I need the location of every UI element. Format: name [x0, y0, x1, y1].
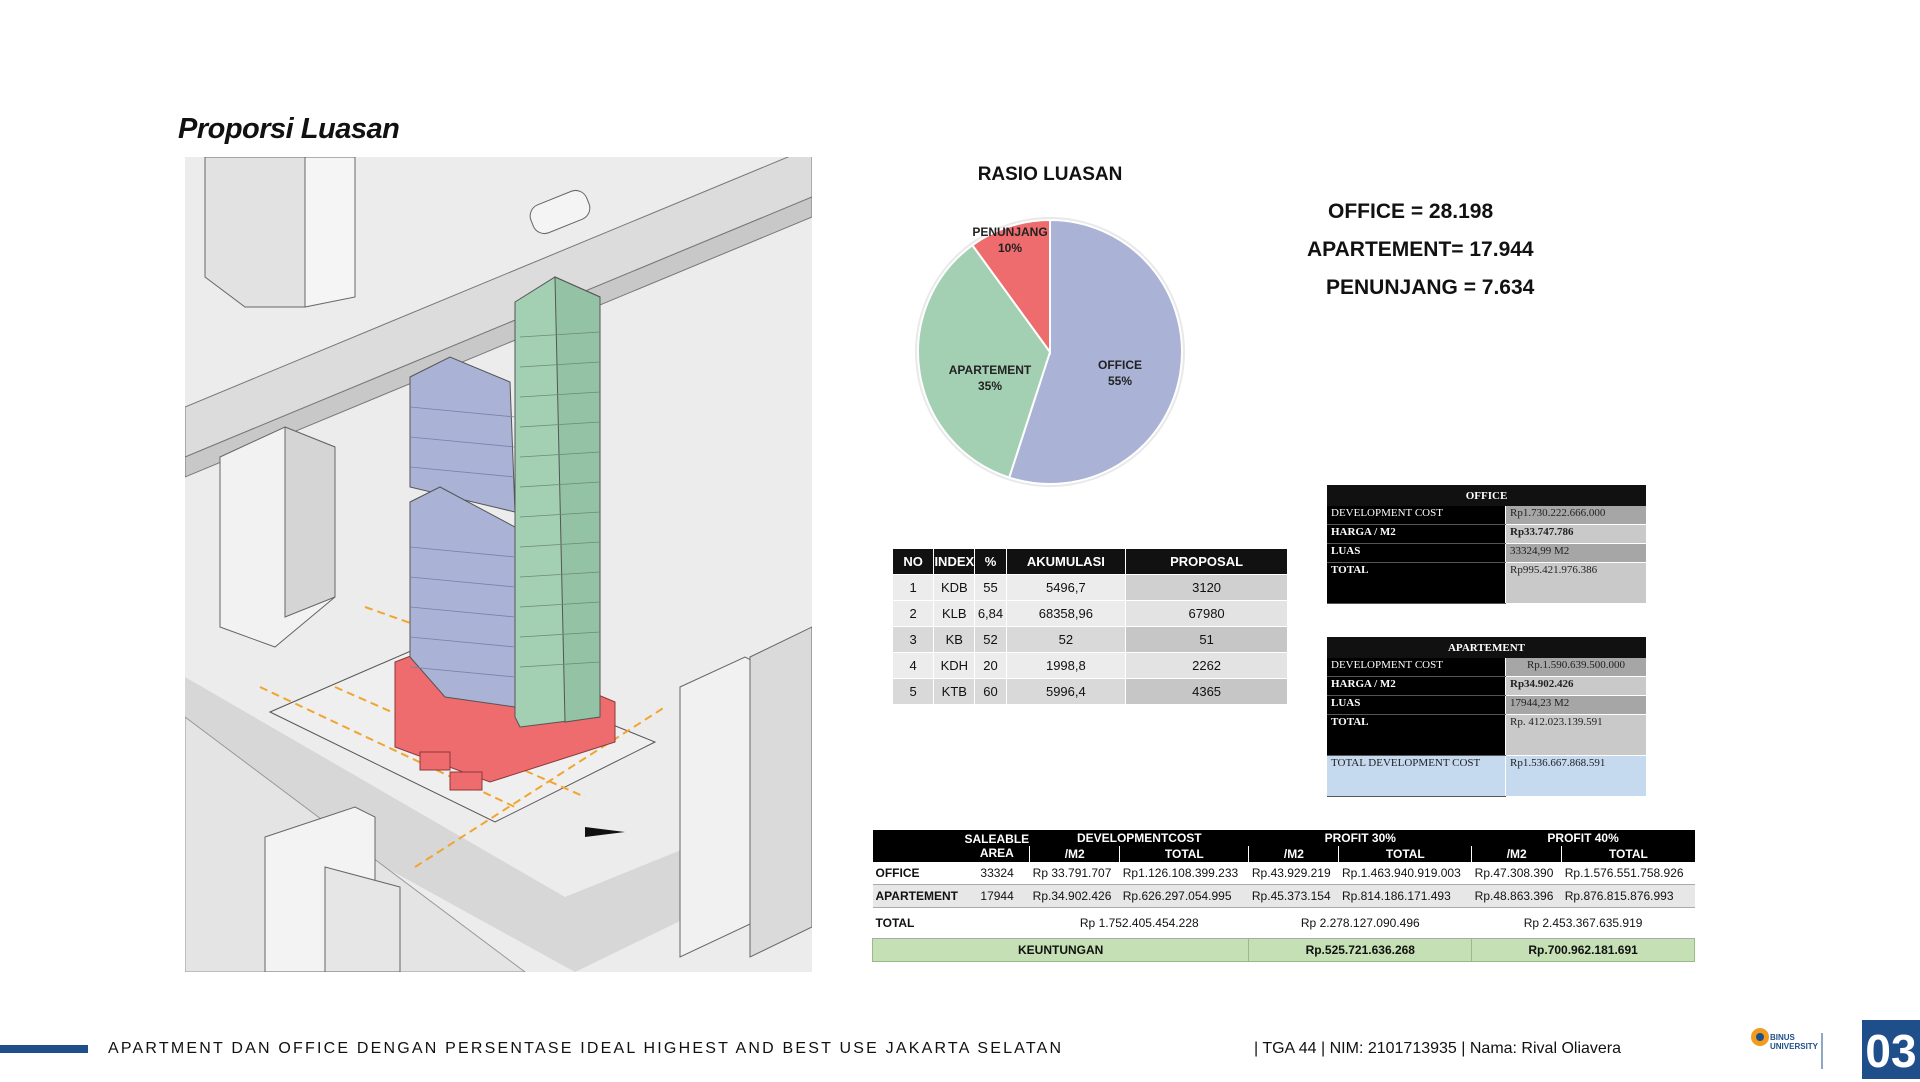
table-cell: 1998,8 — [1006, 653, 1126, 679]
table-cell: Rp.47.308.390 — [1472, 862, 1562, 885]
page-number: 03 — [1862, 1020, 1920, 1079]
ratio-penunjang: PENUNJANG = 7.634 — [1326, 276, 1535, 299]
pie-label-pct: 10% — [997, 241, 1023, 255]
table-key: HARGA / M2 — [1327, 677, 1506, 696]
page-title: Proporsi Luasan — [178, 113, 400, 145]
column-header: TOTAL — [1120, 846, 1249, 862]
table-cell: APARTEMENT — [873, 885, 965, 908]
table-cell: Rp.700.962.181.691 — [1472, 939, 1695, 962]
table-cell: KLB — [934, 601, 975, 627]
table-cell: Rp.43.929.219 — [1249, 862, 1339, 885]
table-value: Rp. 412.023.139.591 — [1506, 715, 1647, 756]
column-header: PROFIT 40% — [1472, 830, 1695, 846]
table-value: Rp.1.590.639.500.000 — [1506, 658, 1647, 677]
table-cell: 52 — [975, 627, 1006, 653]
table-row — [1327, 563, 1646, 604]
pie-label-office — [1065, 357, 1175, 389]
table-row — [893, 627, 1288, 653]
table-cell: KEUNTUNGAN — [873, 939, 1249, 962]
pie-label-pct: 35% — [977, 379, 1003, 393]
index-table — [893, 549, 1288, 704]
pie-label-apartement — [935, 362, 1045, 394]
table-key: TOTAL — [1327, 715, 1506, 756]
table-cell: Rp 2.453.367.635.919 — [1472, 908, 1695, 939]
pie-label-penunjang — [960, 224, 1060, 256]
table-cell: Rp 2.278.127.090.496 — [1249, 908, 1472, 939]
pie-label-name: PENUNJANG — [972, 225, 1048, 239]
pie-title: RASIO LUASAN — [977, 164, 1123, 185]
table-cell: 67980 — [1126, 601, 1288, 627]
table-cell: Rp.34.902.426 — [1030, 885, 1120, 908]
table-cell: 3 — [893, 627, 934, 653]
ratio-apartement: APARTEMENT= 17.944 — [1307, 238, 1534, 261]
table-cell: 17944 — [965, 885, 1030, 908]
table-row — [1327, 677, 1646, 696]
table-cell: KTB — [934, 679, 975, 705]
table-row — [1327, 525, 1646, 544]
table-row — [1327, 544, 1646, 563]
table-row — [873, 939, 1695, 962]
column-header: /M2 — [1472, 846, 1562, 862]
table-cell: Rp.814.186.171.493 — [1339, 885, 1472, 908]
table-cell: 1 — [893, 575, 934, 601]
massing-render-image — [185, 157, 812, 972]
ratio-office: OFFICE = 28.198 — [1328, 200, 1494, 223]
table-cell: Rp.1.576.551.758.926 — [1562, 862, 1695, 885]
table-key: DEVELOPMENT COST — [1327, 658, 1506, 677]
pie-chart — [905, 160, 1205, 500]
table-cell: 3120 — [1126, 575, 1288, 601]
table-row — [893, 601, 1288, 627]
footer-title: APARTMENT DAN OFFICE DENGAN PERSENTASE IDEAL HIGHEST AND BEST USE JAKARTA SELATAN — [108, 1040, 1064, 1057]
pie-label-pct: 55% — [1107, 374, 1133, 388]
table-cell: 5996,4 — [1006, 679, 1126, 705]
table-title: APARTEMENT — [1327, 637, 1646, 658]
table-key: LUAS — [1327, 544, 1506, 563]
table-cell: Rp 1.752.405.454.228 — [1030, 908, 1249, 939]
table-row — [1327, 715, 1646, 756]
table-key: HARGA / M2 — [1327, 525, 1506, 544]
financial-table — [872, 830, 1695, 962]
table-cell: Rp.1.463.940.919.003 — [1339, 862, 1472, 885]
column-header: TOTAL — [1562, 846, 1695, 862]
table-cell: 2 — [893, 601, 934, 627]
column-header: AKUMULASI — [1006, 549, 1126, 575]
pie-label-name: APARTEMENT — [948, 363, 1032, 377]
table-key: DEVELOPMENT COST — [1327, 506, 1506, 525]
table-cell: 20 — [975, 653, 1006, 679]
table-row — [873, 908, 1695, 939]
table-cell: Rp.626.297.054.995 — [1120, 885, 1249, 908]
column-header: NO — [893, 549, 934, 575]
column-header: /M2 — [1249, 846, 1339, 862]
table-cell: 2262 — [1126, 653, 1288, 679]
table-cell: Rp.45.373.154 — [1249, 885, 1339, 908]
table-cell: Rp.876.815.876.993 — [1562, 885, 1695, 908]
table-row — [893, 679, 1288, 705]
column-header: PROFIT 30% — [1249, 830, 1472, 846]
table-row — [1327, 696, 1646, 715]
table-value: 17944,23 M2 — [1506, 696, 1647, 715]
table-cell: 5 — [893, 679, 934, 705]
pie-svg — [905, 160, 1205, 500]
table-key: LUAS — [1327, 696, 1506, 715]
column-header: /M2 — [1030, 846, 1120, 862]
table-cell: KDB — [934, 575, 975, 601]
table-row — [1327, 506, 1646, 525]
table-cell: Rp 33.791.707 — [1030, 862, 1120, 885]
table-value: Rp1.536.667.868.591 — [1506, 756, 1647, 797]
table-row — [1327, 756, 1646, 797]
table-title: OFFICE — [1327, 485, 1646, 506]
column-header: INDEX — [934, 549, 975, 575]
footer-student-info: | TGA 44 | NIM: 2101713935 | Nama: Rival Oliavera — [1254, 1040, 1622, 1057]
table-key: TOTAL — [1327, 563, 1506, 604]
pie-label-name: OFFICE — [1098, 358, 1142, 372]
table-cell: 55 — [975, 575, 1006, 601]
table-cell: 68358,96 — [1006, 601, 1126, 627]
table-value: 33324,99 M2 — [1506, 544, 1647, 563]
table-cell: KDH — [934, 653, 975, 679]
footer-accent-bar — [0, 1045, 88, 1053]
table-value: Rp995.421.976.386 — [1506, 563, 1647, 604]
binus-logo — [1748, 1023, 1838, 1073]
table-cell: 51 — [1126, 627, 1288, 653]
table-cell: TOTAL — [873, 908, 1030, 939]
table-cell: 5496,7 — [1006, 575, 1126, 601]
table-cell: 6,84 — [975, 601, 1006, 627]
table-value: Rp1.730.222.666.000 — [1506, 506, 1647, 525]
table-cell: 4 — [893, 653, 934, 679]
table-cell: Rp.525.721.636.268 — [1249, 939, 1472, 962]
column-header: DEVELOPMENTCOST — [1030, 830, 1249, 846]
table-row — [873, 885, 1695, 908]
column-header: % — [975, 549, 1006, 575]
table-cell: 4365 — [1126, 679, 1288, 705]
table-cell: Rp1.126.108.399.233 — [1120, 862, 1249, 885]
table-cell: 60 — [975, 679, 1006, 705]
table-cell: 33324 — [965, 862, 1030, 885]
table-value: Rp33.747.786 — [1506, 525, 1647, 544]
table-cell: OFFICE — [873, 862, 965, 885]
table-row — [873, 862, 1695, 885]
table-key: TOTAL DEVELOPMENT COST — [1327, 756, 1506, 797]
table-value: Rp34.902.426 — [1506, 677, 1647, 696]
table-row — [893, 575, 1288, 601]
office-cost-table — [1327, 485, 1646, 604]
column-header: TOTAL — [1339, 846, 1472, 862]
table-cell: KB — [934, 627, 975, 653]
column-header: SALEABLE AREA — [964, 832, 1030, 860]
table-cell: Rp.48.863.396 — [1472, 885, 1562, 908]
apartement-cost-table — [1327, 637, 1646, 797]
table-row — [1327, 658, 1646, 677]
table-row — [893, 653, 1288, 679]
table-cell: 52 — [1006, 627, 1126, 653]
logo-text: BINUS UNIVERSITY — [1770, 1033, 1819, 1051]
column-header: PROPOSAL — [1126, 549, 1288, 575]
